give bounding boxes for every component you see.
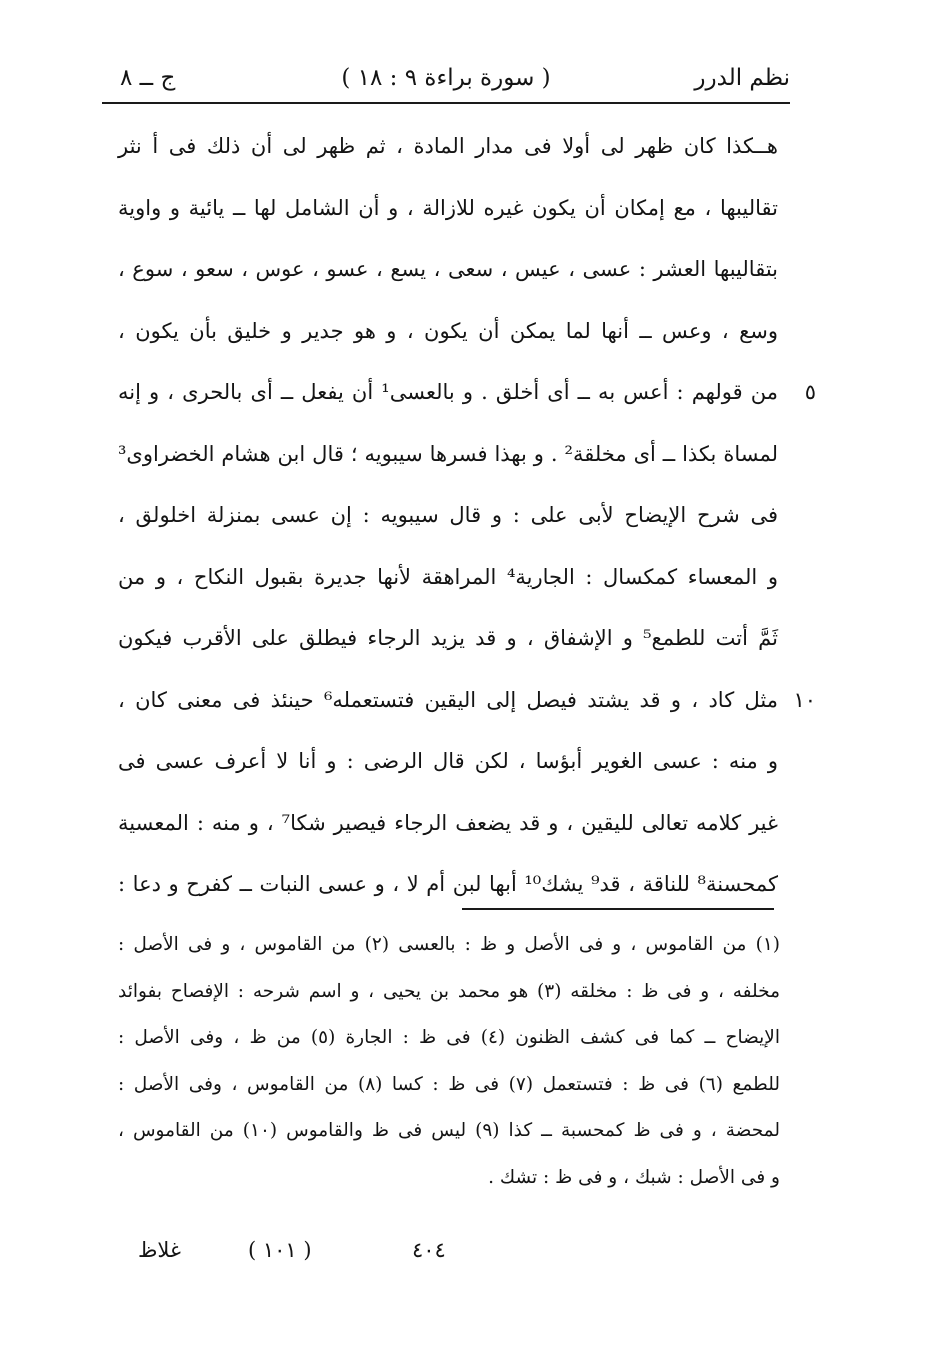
footnotes-block	[118, 922, 780, 1201]
text-line: غير كلامه تعالى لليقين ، و قد يضعف الرجاء فيصير شكا⁷ ، و منه : المعسية	[118, 810, 778, 835]
volume-label: ج ــ ٨	[120, 65, 176, 91]
text-line: و منه : عسى الغوير أبؤسا ، لكن قال الرضى : و أنا لا أعرف عسى فى	[118, 749, 778, 773]
text-line-content: من قولهم : أعس به ــ أى أخلق . و بالعسى¹ أن يفعل ــ أى بالحرى ، و إنه	[118, 380, 778, 404]
header-rule	[102, 102, 790, 104]
footnote-line: الإيضاح ــ كما فى كشف الظنون (٤) فى ظ : الجارة (٥) من ظ ، وفى الأصل :	[118, 1027, 780, 1048]
text-line: فى شرح الإيضاح لأبى على : و قال سيبويه : إن عسى بمنزلة اخلولق ،	[118, 503, 778, 527]
page-footer	[130, 1230, 490, 1270]
running-head	[102, 58, 790, 98]
signature-number: ( ١٠١ )	[248, 1238, 312, 1262]
text-line-content: مثل كاد ، و قد يشتد فيصل إلى اليقين فتستعمله⁶ حينئذ فى معنى كان ،	[118, 687, 778, 712]
text-line: تقاليبها ، مع إمكان أن يكون غيره للازالة ، و أن الشامل لها ــ يائية و واوية	[118, 195, 778, 220]
main-text-block	[118, 116, 816, 916]
printer-mark: غلاظ	[138, 1238, 181, 1262]
footnote-line: للطمع (٦) فى ظ : فتستعمل (٧) فى ظ : كسا (٨) من القاموس ، وفى الأصل :	[118, 1073, 780, 1095]
text-line: كمحسنة⁸ للناقة ، قد⁹ يشك¹⁰ أبها لبن أم لا ، و عسى النبات ــ كفرح و دعا :	[118, 872, 778, 896]
line-number: ١٠	[793, 687, 816, 712]
text-line: وسع ، وعس ــ أنها لما يمكن أن يكون ، و هو جدير و خليق بأن يكون ،	[118, 318, 778, 343]
book-title: نظم الدرر	[694, 65, 790, 91]
footnote-line: مخلفه ، و فى ظ : مخلقه (٣) هو محمد بن يحيى ، و اسم شرحه : الإفصاح بفوائد	[118, 980, 780, 1002]
footnote-separator	[462, 908, 774, 910]
page-number: ٤٠٤	[412, 1238, 446, 1262]
text-line: و المعساء كمكسال : الجارية⁴ المراهقة لأنها جديرة بقبول النكاح ، و من	[118, 564, 778, 589]
footnote-line: و فى الأصل : شبك ، و فى ظ : تشك .	[488, 1166, 780, 1188]
text-line-with-number	[118, 670, 816, 732]
text-line: هــكذا كان ظهر لى أولا فى مدار المادة ، ثم ظهر لى أن ذلك فى أ نثر	[118, 134, 778, 158]
surah-reference: ( سورة براءة ٩ : ١٨ )	[341, 65, 551, 91]
line-number: ٥	[804, 380, 816, 404]
text-line-with-number	[118, 362, 816, 424]
text-line: لمساة بكذا ــ أى مخلقة² . و بهذا فسرها سيبويه ؛ قال ابن هشام الخضراوى³	[118, 441, 779, 466]
footnote-line: (١) من القاموس ، و فى الأصل و ظ : بالعسى (٢) من القاموس ، و فى الأصل :	[118, 934, 780, 955]
text-line: بتقاليبها العشر : عسى ، عيس ، سعى ، يسع ، عسو ، عوس ، سعو ، سوع ،	[118, 257, 778, 281]
footnote-line: لمحضة ، و فى ظ كمحسبة ــ كذا (٩) ليس فى ظ والقاموس (١٠) من القاموس ،	[118, 1120, 780, 1141]
text-line: ثَمَّ أتت للطمع⁵ و الإشفاق ، و قد يزيد الرجاء فيطلق على الأقرب فيكون	[118, 626, 778, 650]
